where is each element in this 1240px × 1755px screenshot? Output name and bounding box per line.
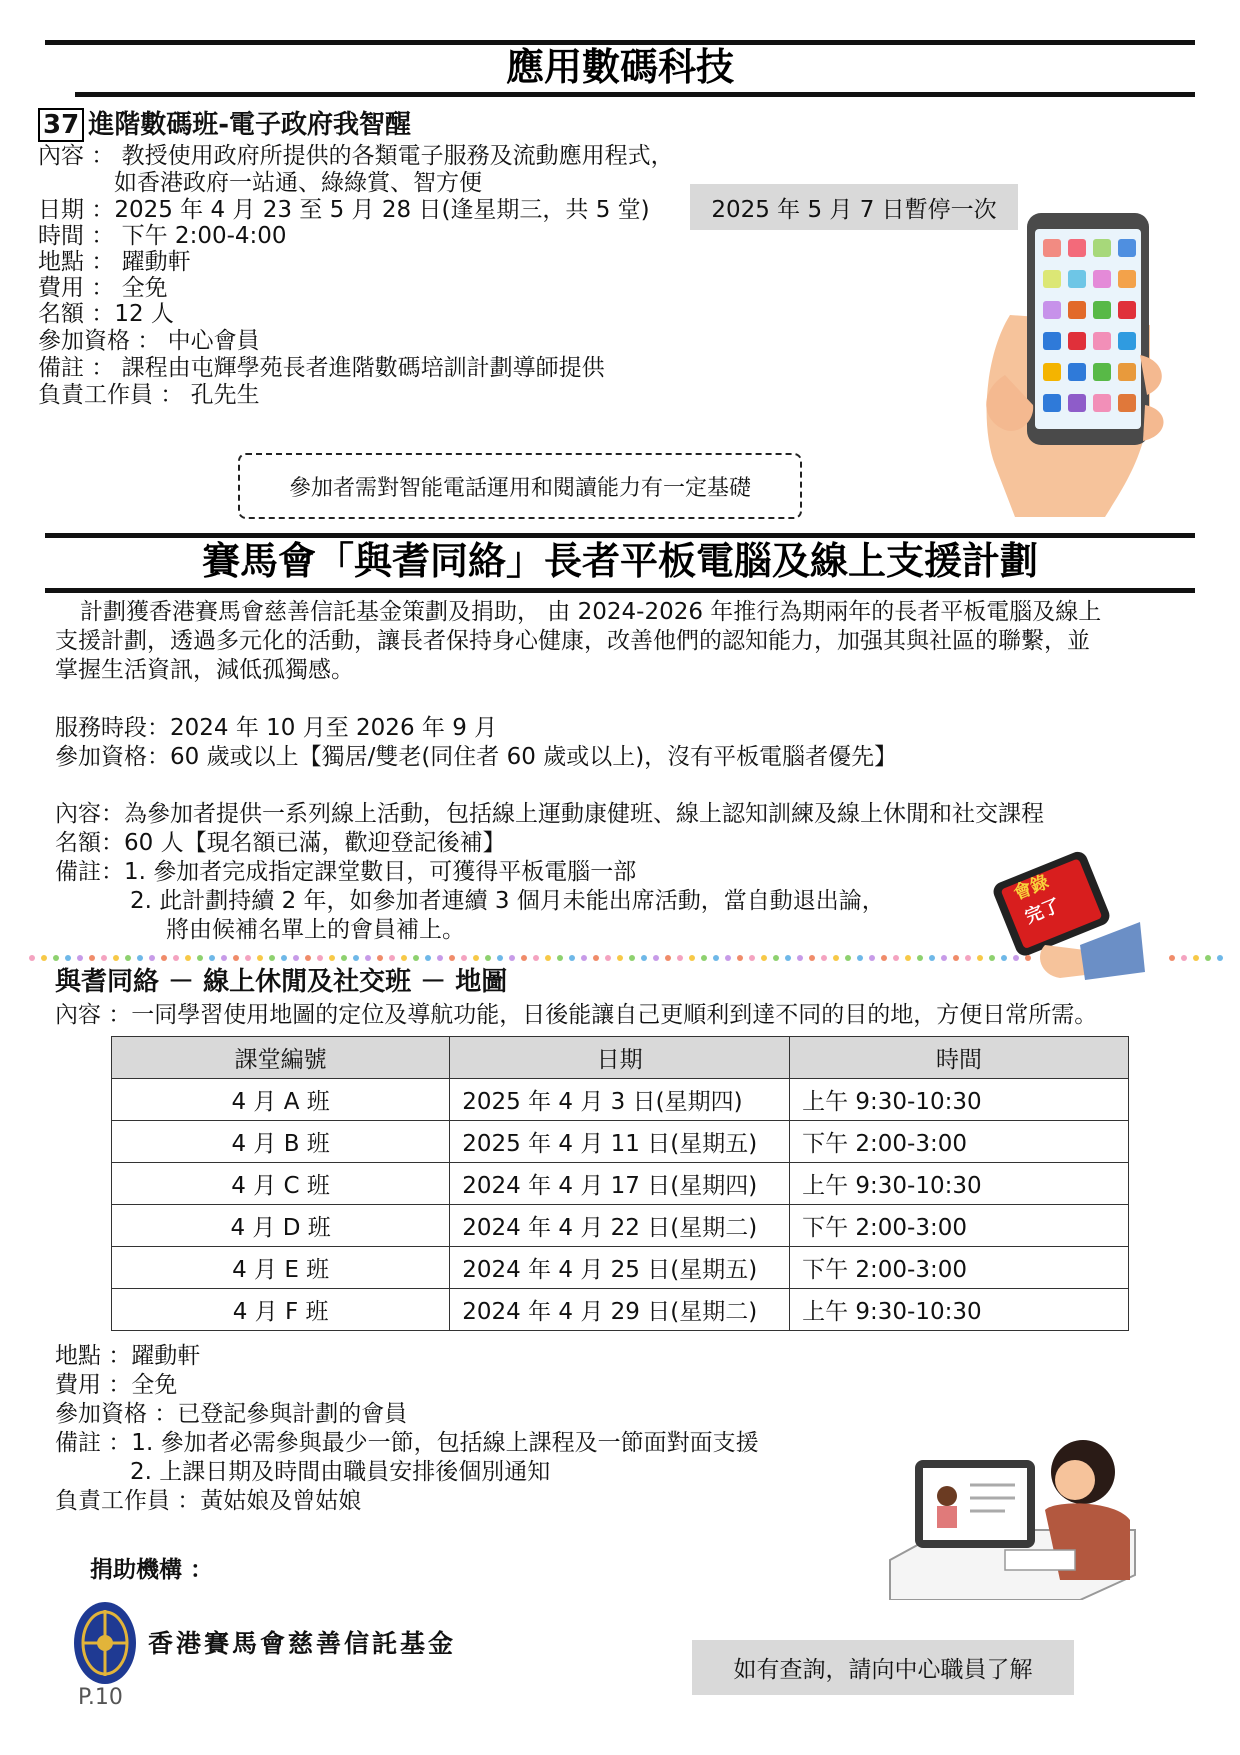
app-icon — [1043, 301, 1061, 319]
cell-time: 上午 9:30-10:30 — [790, 1079, 1129, 1121]
divider-dot — [593, 955, 599, 961]
sponsor-label: 捐助機構 ： — [90, 1557, 214, 1583]
jockey-club-logo-icon — [72, 1600, 138, 1686]
divider-dot — [509, 955, 515, 961]
app-icon — [1093, 239, 1111, 257]
cell-class-code: 4 月 C 班 — [112, 1163, 450, 1205]
plan-remark3: 將由候補名單上的會員補上。 — [166, 917, 465, 943]
divider-dot — [1217, 955, 1223, 961]
venue-row — [38, 248, 191, 276]
table-header-row — [112, 1037, 1129, 1079]
divider-dot — [953, 955, 959, 961]
section1-title: 應用數碼科技 — [505, 45, 734, 89]
app-icon — [1118, 363, 1136, 381]
course-number: 37 — [38, 108, 84, 142]
cell-time: 下午 2:00-3:00 — [790, 1121, 1129, 1163]
divider-dot — [893, 955, 899, 961]
divider-dot — [833, 955, 839, 961]
app-icon — [1068, 394, 1086, 412]
divider-dot — [689, 955, 695, 961]
content-line2: 如香港政府一站通、綠綠賞、智方便 — [114, 170, 482, 196]
divider-dot — [653, 955, 659, 961]
divider-dot — [1169, 955, 1175, 961]
remark-row — [38, 354, 605, 382]
app-icon — [1093, 363, 1111, 381]
divider-dot — [869, 955, 875, 961]
course-name: 進階數碼班-電子政府我智醒 — [88, 110, 411, 140]
app-icon — [1118, 301, 1136, 319]
section2-rule-lower — [45, 588, 1195, 593]
class-schedule-table — [111, 1036, 1129, 1331]
app-icon — [1118, 332, 1136, 350]
divider-dot — [1025, 955, 1031, 961]
divider-dot — [377, 955, 383, 961]
class-eligibility: 參加資格 ：已登記參與計劃的會員 — [55, 1401, 408, 1427]
content-line1: 教授使用政府所提供的各類電子服務及流動應用程式， — [121, 143, 674, 169]
class-remark1: 備註 ：1. 參加者必需參與最少一節，包括線上課程及一節面對面支援 — [55, 1430, 759, 1456]
cell-date: 2024 年 4 月 29 日(星期二) — [450, 1289, 790, 1331]
divider-dot — [1181, 955, 1187, 961]
venue-label: 地點 ： — [38, 249, 115, 275]
divider-dot — [497, 955, 503, 961]
time-value: 下午 2:00-4:00 — [121, 223, 287, 249]
class-venue: 地點 ：躍動軒 — [55, 1343, 201, 1369]
divider-dot — [149, 955, 155, 961]
divider-dot — [557, 955, 563, 961]
eligibility-value: 中心會員 — [167, 328, 260, 354]
divider-dot — [749, 955, 755, 961]
requirement-note: 參加者需對智能電話運用和閱讀能力有一定基礎 — [238, 453, 802, 519]
cell-time: 下午 2:00-3:00 — [790, 1205, 1129, 1247]
course-heading — [38, 108, 411, 142]
plan-eligibility: 參加資格：60 歲或以上【獨居/雙老(同住者 60 歲或以上)，沒有平板電腦者優先】 — [55, 744, 898, 770]
divider-dot — [461, 955, 467, 961]
staff-label: 負責工作員 ： — [38, 382, 184, 408]
class-fee: 費用 ：全免 — [55, 1372, 178, 1398]
divider-dot — [761, 955, 767, 961]
page-number: P.10 — [78, 1685, 123, 1710]
venue-value: 躍動軒 — [121, 249, 191, 275]
app-icon — [1093, 270, 1111, 288]
divider-dot — [965, 955, 971, 961]
divider-dot — [125, 955, 131, 961]
divider-dot — [173, 955, 179, 961]
tablet-badge-line2: 完了 — [1022, 895, 1064, 929]
table-row — [112, 1289, 1129, 1331]
content-label: 內容 ： — [38, 143, 115, 169]
plan-content: 內容：為參加者提供一系列線上活動，包括線上運動康健班、線上認知訓練及線上休閒和社交課程 — [55, 801, 1044, 827]
divider-dot — [245, 955, 251, 961]
quota-row — [38, 300, 174, 328]
plan-remark2: 2. 此計劃持續 2 年，如參加者連續 3 個月未能出席活動，當自動退出論， — [130, 888, 885, 914]
divider-dot — [845, 955, 851, 961]
divider-dot — [449, 955, 455, 961]
tablet-badge-line1: 會錄 — [1010, 871, 1052, 905]
divider-dot — [305, 955, 311, 961]
divider-dot — [569, 955, 575, 961]
divider-dot — [929, 955, 935, 961]
cell-time: 下午 2:00-3:00 — [790, 1247, 1129, 1289]
table-row — [112, 1163, 1129, 1205]
divider-dot — [233, 955, 239, 961]
divider-dot — [1013, 955, 1019, 961]
app-icon — [1068, 363, 1086, 381]
divider-dot — [581, 955, 587, 961]
divider-dot — [785, 955, 791, 961]
divider-dot — [317, 955, 323, 961]
divider-dot — [881, 955, 887, 961]
divider-dot — [677, 955, 683, 961]
header-time: 時間 — [790, 1037, 1129, 1079]
divider-dot — [617, 955, 623, 961]
cell-class-code: 4 月 F 班 — [112, 1289, 450, 1331]
cell-date: 2024 年 4 月 17 日(星期四) — [450, 1163, 790, 1205]
divider-dot — [329, 955, 335, 961]
divider-dot — [725, 955, 731, 961]
app-icon — [1118, 270, 1136, 288]
divider-dot — [545, 955, 551, 961]
table-row — [112, 1079, 1129, 1121]
date-row — [38, 196, 650, 224]
app-icon — [1068, 332, 1086, 350]
divider-dot — [821, 955, 827, 961]
app-icon — [1093, 394, 1111, 412]
plan-remark1: 備註：1. 參加者完成指定課堂數目，可獲得平板電腦一部 — [55, 859, 637, 885]
divider-dot — [425, 955, 431, 961]
divider-dot — [365, 955, 371, 961]
divider-dot — [473, 955, 479, 961]
enquiry-note: 如有查詢，請向中心職員了解 — [692, 1640, 1074, 1695]
app-icon — [1043, 394, 1061, 412]
divider-dot — [77, 955, 83, 961]
staff-row — [38, 381, 260, 409]
app-icon — [1093, 301, 1111, 319]
divider-dot — [209, 955, 215, 961]
divider-dot — [857, 955, 863, 961]
quota-value: 12 人 — [114, 301, 174, 327]
app-icon — [1068, 239, 1086, 257]
intro-line1: 計劃獲香港賽馬會慈善信託基金策劃及捐助， 由 2024-2026 年推行為期兩年的長者平板電腦及線上 — [80, 599, 1102, 625]
divider-dot — [41, 955, 47, 961]
app-icon — [1118, 239, 1136, 257]
divider-dot — [29, 955, 35, 961]
remark-label: 備註 ： — [38, 355, 115, 381]
section2-title: 賽馬會「與耆同絡」長者平板電腦及線上支援計劃 — [201, 539, 1038, 583]
app-icon — [1068, 301, 1086, 319]
cell-class-code: 4 月 D 班 — [112, 1205, 450, 1247]
divider-dot — [137, 955, 143, 961]
cell-class-code: 4 月 E 班 — [112, 1247, 450, 1289]
divider-dot — [437, 955, 443, 961]
divider-dot — [161, 955, 167, 961]
tablet-hand-illustration — [990, 850, 1155, 990]
divider-dot — [341, 955, 347, 961]
cell-time: 上午 9:30-10:30 — [790, 1163, 1129, 1205]
app-icon — [1043, 363, 1061, 381]
app-icon — [1043, 332, 1061, 350]
app-icon — [1068, 270, 1086, 288]
divider-dot — [413, 955, 419, 961]
cell-date: 2025 年 4 月 3 日(星期四) — [450, 1079, 790, 1121]
divider-dot — [101, 955, 107, 961]
fee-row — [38, 274, 168, 302]
online-class-illustration — [885, 1430, 1140, 1600]
fee-value: 全免 — [121, 275, 168, 301]
divider-dot — [641, 955, 647, 961]
staff-value: 孔先生 — [190, 382, 260, 408]
divider-dot — [185, 955, 191, 961]
eligibility-row — [38, 327, 260, 355]
app-icon — [1043, 270, 1061, 288]
divider-dot — [485, 955, 491, 961]
divider-dot — [977, 955, 983, 961]
sponsor-name: 香港賽馬會慈善信託基金 — [148, 1629, 457, 1658]
date-value: 2025 年 4 月 23 至 5 月 28 日(逢星期三，共 5 堂) — [114, 197, 650, 223]
divider-dot — [905, 955, 911, 961]
cell-class-code: 4 月 A 班 — [112, 1079, 450, 1121]
divider-dot — [629, 955, 635, 961]
top-rule-lower — [75, 92, 1195, 97]
cell-time: 上午 9:30-10:30 — [790, 1289, 1129, 1331]
divider-dot — [917, 955, 923, 961]
divider-dot — [197, 955, 203, 961]
section3-content: 內容 ：一同學習使用地圖的定位及導航功能，日後能讓自己更順利到達不同的目的地，方便日常所需。 — [55, 1002, 1098, 1028]
divider-dot — [353, 955, 359, 961]
divider-dot — [257, 955, 263, 961]
dotted-divider — [28, 953, 1223, 963]
time-row — [38, 222, 287, 250]
divider-dot — [665, 955, 671, 961]
app-icon — [1043, 239, 1061, 257]
eligibility-label: 參加資格 ： — [38, 328, 161, 354]
divider-dot — [773, 955, 779, 961]
header-class-code: 課堂編號 — [112, 1037, 450, 1079]
divider-dot — [701, 955, 707, 961]
cell-class-code: 4 月 B 班 — [112, 1121, 450, 1163]
app-icon — [1118, 394, 1136, 412]
cell-date: 2025 年 4 月 11 日(星期五) — [450, 1121, 790, 1163]
divider-dot — [713, 955, 719, 961]
quota-label: 名額 ： — [38, 301, 115, 327]
class-staff: 負責工作員 ：黃姑娘及曾姑娘 — [55, 1488, 362, 1514]
divider-dot — [989, 955, 995, 961]
divider-dot — [1001, 955, 1007, 961]
date-label: 日期 ： — [38, 197, 115, 223]
cell-date: 2024 年 4 月 22 日(星期二) — [450, 1205, 790, 1247]
divider-dot — [521, 955, 527, 961]
divider-dot — [221, 955, 227, 961]
divider-dot — [737, 955, 743, 961]
divider-dot — [797, 955, 803, 961]
divider-dot — [293, 955, 299, 961]
remark-value: 課程由屯輝學苑長者進階數碼培訓計劃導師提供 — [121, 355, 605, 381]
fee-label: 費用 ： — [38, 275, 115, 301]
divider-dot — [113, 955, 119, 961]
table-row — [112, 1247, 1129, 1289]
divider-dot — [281, 955, 287, 961]
class-remark2: 2. 上課日期及時間由職員安排後個別通知 — [130, 1459, 551, 1485]
table-row — [112, 1121, 1129, 1163]
plan-quota: 名額：60 人【現名額已滿，歡迎登記後補】 — [55, 830, 506, 856]
divider-dot — [89, 955, 95, 961]
divider-dot — [389, 955, 395, 961]
pause-note: 2025 年 5 月 7 日暫停一次 — [690, 184, 1018, 230]
divider-dot — [269, 955, 275, 961]
app-icon — [1093, 332, 1111, 350]
divider-dot — [533, 955, 539, 961]
service-period: 服務時段：2024 年 10 月至 2026 年 9 月 — [55, 715, 498, 741]
content-row — [38, 142, 674, 170]
divider-dot — [605, 955, 611, 961]
divider-dot — [809, 955, 815, 961]
table-row — [112, 1205, 1129, 1247]
divider-dot — [53, 955, 59, 961]
divider-dot — [941, 955, 947, 961]
header-date: 日期 — [450, 1037, 790, 1079]
cell-date: 2024 年 4 月 25 日(星期五) — [450, 1247, 790, 1289]
divider-dot — [65, 955, 71, 961]
intro-line3: 掌握生活資訊，減低孤獨感。 — [55, 657, 354, 683]
intro-line2: 支援計劃，透過多元化的活動，讓長者保持身心健康，改善他們的認知能力，加强其與社區的聯繫，並 — [55, 628, 1090, 654]
time-label: 時間 ： — [38, 223, 115, 249]
divider-dot — [401, 955, 407, 961]
divider-dot — [1193, 955, 1199, 961]
section3-title: 與耆同絡 － 線上休閒及社交班 － 地圖 — [55, 967, 508, 997]
smartphone-hand-illustration — [975, 205, 1175, 520]
divider-dot — [1205, 955, 1211, 961]
